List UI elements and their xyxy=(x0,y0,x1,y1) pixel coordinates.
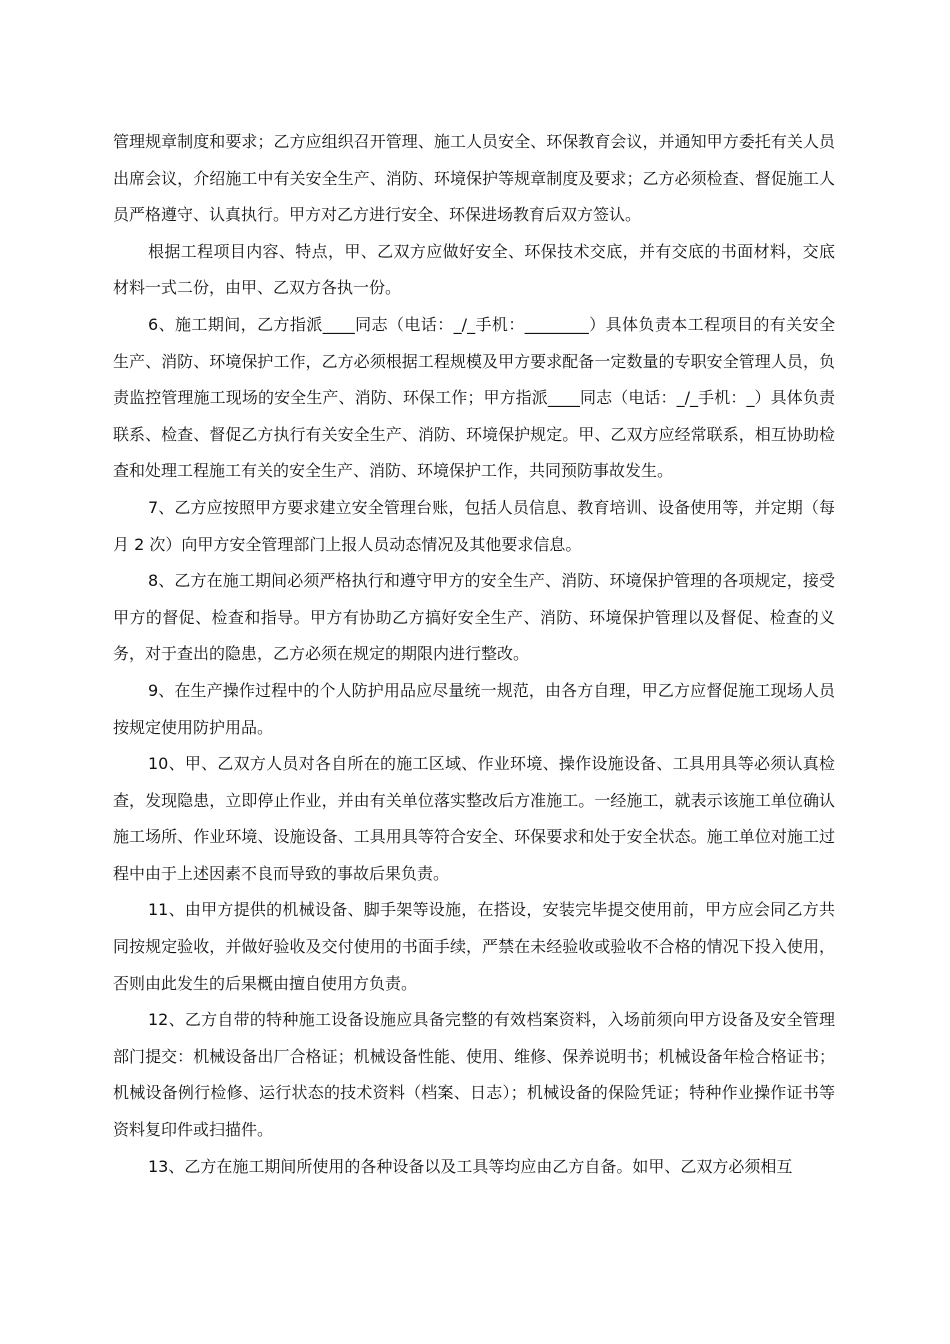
paragraph-item-11: 11、由甲方提供的机械设备、脚手架等设施，在搭设，安装完毕提交使用前，甲方应会同乙方共同按规定验收，并做好验收及交付使用的书面手续，严禁在未经验收或验收不合格的情况下投入使用，否则由此发生的后果概由擅自使用方负责。 xyxy=(113,900,835,993)
paragraph-item-7: 7、乙方应按照甲方要求建立安全管理台账，包括人员信息、教育培训、设备使用等，并定期（每月 2 次）向甲方安全管理部门上报人员动态情况及其他要求信息。 xyxy=(113,497,835,554)
paragraph-technical-disclosure: 根据工程项目内容、特点，甲、乙双方应做好安全、环保技术交底，并有交底的书面材料，交底材料一式二份，由甲、乙双方各执一份。 xyxy=(113,241,835,298)
paragraph-continued: 管理规章制度和要求；乙方应组织召开管理、施工人员安全、环保教育会议，并通知甲方委托有关人员出席会议，介绍施工中有关安全生产、消防、环境保护等规章制度及要求；乙方必须检查、督促施工人员严格遵守、认真执行。甲方对乙方进行安全、环保进场教育后双方签认。 xyxy=(113,132,835,225)
paragraph-item-10: 10、甲、乙双方人员对各自所在的施工区域、作业环境、操作设施设备、工具用具等必须认真检查，发现隐患，立即停止作业，并由有关单位落实整改后方准施工。一经施工，就表示该施工单位确认施工场所、作业环境、设施设备、工具用具等符合安全、环保要求和处于安全状态。施工单位对施工过程中由于上述因素不良而导致的事故后果负责。 xyxy=(113,754,835,883)
paragraph-item-6: 6、施工期间，乙方指派____同志（电话：_/_手机：________）具体负责本工程项目的有关安全生产、消防、环境保护工作，乙方必须根据工程规模及甲方要求配备一定数量的专职安全管理人员，负责监控管理施工现场的安全生产、消防、环保工作；甲方指派____同志（电话：_/_手机：_）具体负责联系、检查、督促乙方执行有关安全生产、消防、环境保护规定。甲、乙双方应经常联系，相互协助检查和处理工程施工有关的安全生产、消防、环境保护工作，共同预防事故发生。 xyxy=(113,314,835,481)
paragraph-item-9: 9、在生产操作过程中的个人防护用品应尽量统一规范，由各方自理，甲乙方应督促施工现场人员按规定使用防护用品。 xyxy=(113,680,835,737)
paragraph-item-13: 13、乙方在施工期间所使用的各种设备以及工具等均应由乙方自备。如甲、乙双方必须相互 xyxy=(148,1156,793,1176)
document-page xyxy=(113,124,835,1185)
paragraph-item-12: 12、乙方自带的特种施工设备设施应具备完整的有效档案资料，入场前须向甲方设备及安全管理部门提交：机械设备出厂合格证；机械设备性能、使用、维修、保养说明书；机械设备年检合格证书；机械设备例行检修、运行状态的技术资料（档案、日志）；机械设备的保险凭证；特种作业操作证书等资料复印件或扫描件。 xyxy=(113,1010,835,1140)
paragraph-item-8: 8、乙方在施工期间必须严格执行和遵守甲方的安全生产、消防、环境保护管理的各项规定，接受甲方的督促、检查和指导。甲方有协助乙方搞好安全生产、消防、环境保护管理以及督促、检查的义务，对于查出的隐患，乙方必须在规定的期限内进行整改。 xyxy=(113,571,835,664)
